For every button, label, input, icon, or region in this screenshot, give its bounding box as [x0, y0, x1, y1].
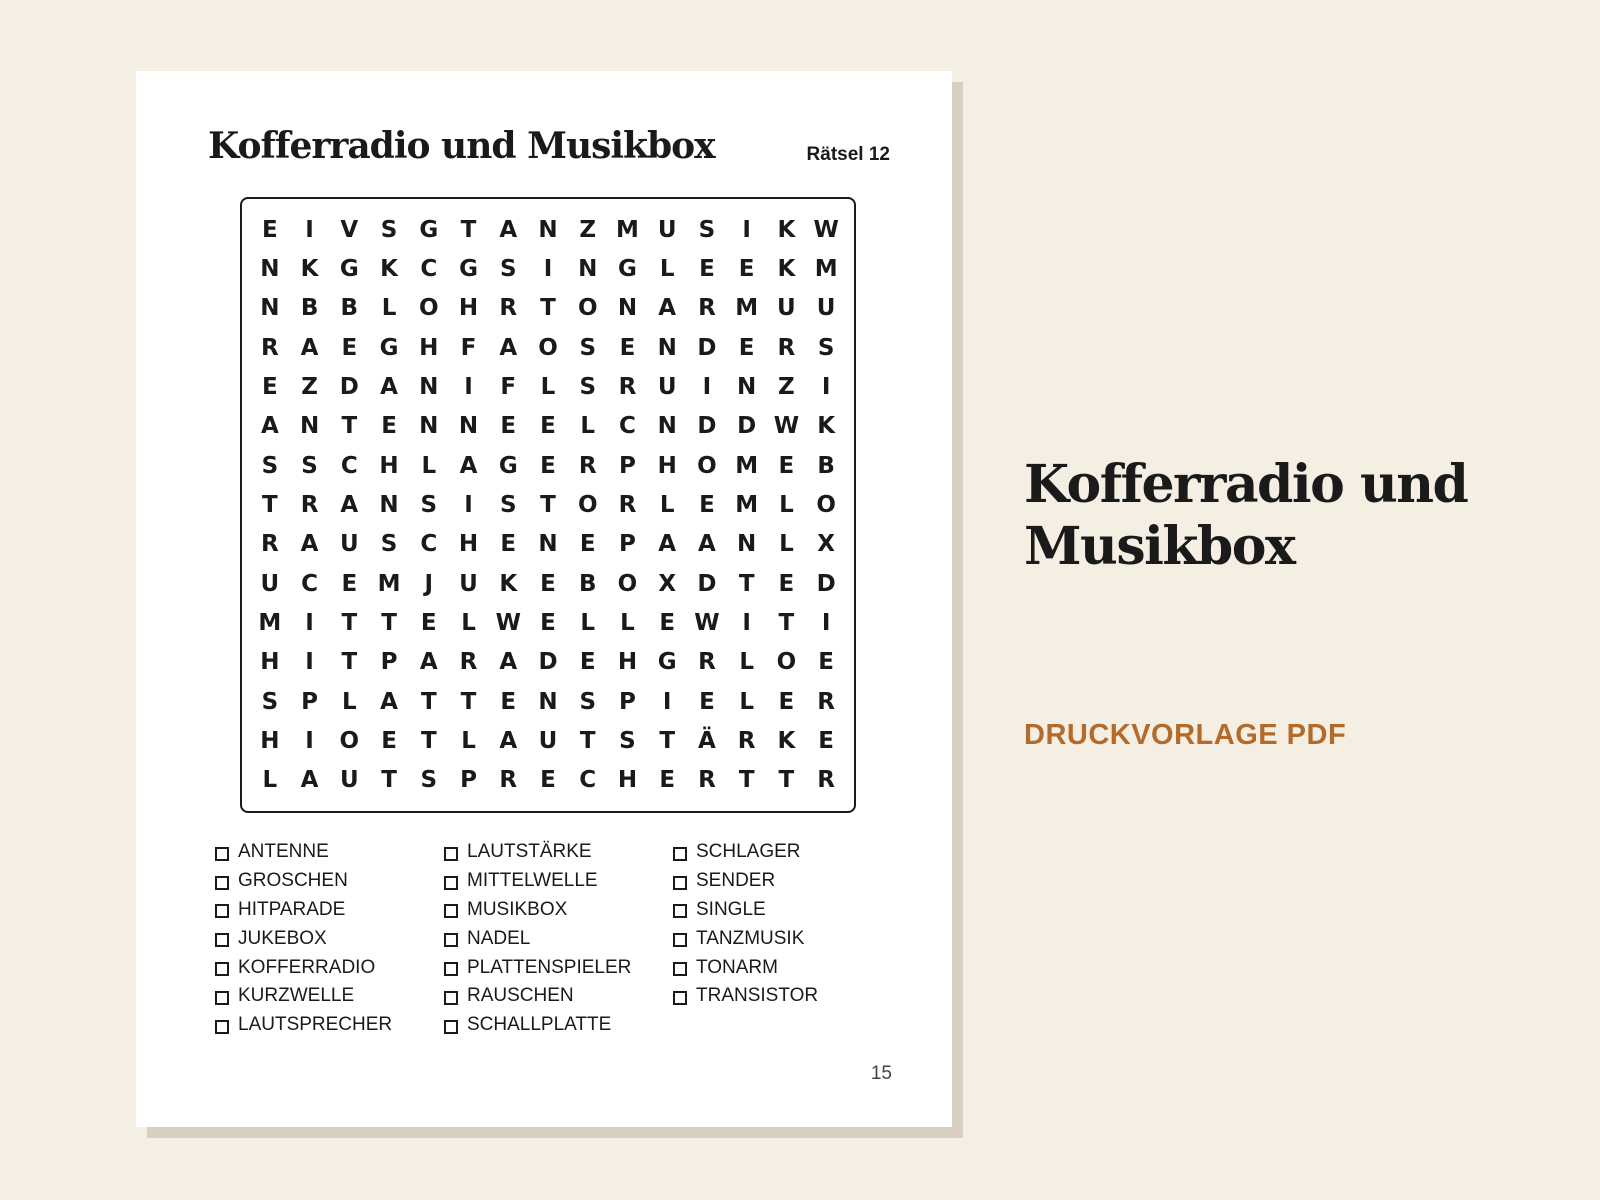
grid-letter[interactable]: S — [420, 767, 438, 794]
grid-letter[interactable]: M — [735, 491, 759, 518]
grid-letter[interactable]: A — [698, 531, 716, 558]
grid-letter[interactable]: H — [419, 334, 439, 361]
word-label: KURZWELLE — [238, 985, 355, 1007]
checkbox-icon[interactable] — [215, 962, 229, 976]
grid-letter[interactable]: T — [460, 216, 477, 243]
grid-letter[interactable]: A — [499, 334, 518, 361]
grid-letter[interactable]: X — [817, 531, 835, 558]
word-list-column — [215, 838, 444, 1040]
grid-letter[interactable]: N — [657, 413, 677, 440]
page-number: 15 — [870, 1063, 892, 1084]
word-list-item[interactable] — [215, 982, 444, 1011]
grid-letter[interactable]: T — [460, 688, 477, 715]
grid-letter[interactable]: U — [777, 295, 796, 322]
grid-letter[interactable]: O — [339, 727, 360, 754]
word-list-item[interactable] — [673, 953, 875, 982]
grid-letter[interactable]: W — [773, 413, 800, 440]
grid-letter[interactable]: A — [300, 334, 319, 361]
grid-letter[interactable]: W — [694, 609, 720, 636]
product-title: Kofferradio und Musikbox — [1024, 454, 1468, 577]
word-list-item[interactable] — [215, 896, 444, 925]
word-list-column — [444, 838, 673, 1040]
grid-letter[interactable]: R — [618, 373, 637, 400]
word-label: SENDER — [696, 870, 776, 892]
grid-letter[interactable]: B — [578, 570, 597, 597]
word-list-column — [673, 838, 875, 1040]
word-label: TRANSISTOR — [696, 985, 819, 1007]
grid-letter[interactable]: Z — [301, 373, 318, 400]
word-list-item[interactable] — [444, 896, 673, 925]
grid-letter[interactable]: T — [540, 295, 556, 322]
grid-letter[interactable]: E — [381, 413, 397, 440]
grid-letter[interactable]: E — [738, 255, 755, 282]
grid-letter[interactable]: T — [778, 767, 795, 794]
grid-letter[interactable]: E — [540, 570, 556, 597]
grid-letter[interactable]: E — [818, 649, 834, 676]
grid-letter[interactable]: A — [300, 531, 319, 558]
checkbox-icon[interactable] — [673, 904, 687, 918]
grid-letter[interactable]: A — [380, 373, 398, 400]
grid-letter[interactable]: G — [339, 255, 359, 282]
grid-letter[interactable]: K — [499, 570, 518, 597]
grid-letter[interactable]: R — [618, 491, 637, 518]
word-list-item[interactable] — [673, 982, 875, 1011]
grid-letter[interactable]: C — [420, 255, 438, 282]
grid-letter[interactable]: A — [499, 649, 518, 676]
grid-letter[interactable]: D — [697, 570, 717, 597]
grid-letter[interactable]: S — [817, 334, 835, 361]
grid-letter[interactable]: I — [821, 373, 831, 400]
grid-letter[interactable]: J — [424, 570, 434, 597]
grid-letter[interactable]: S — [698, 216, 716, 243]
grid-letter[interactable]: H — [260, 727, 280, 754]
grid-letter[interactable]: P — [619, 688, 636, 715]
grid-letter[interactable]: E — [579, 531, 596, 558]
grid-letter[interactable]: D — [737, 413, 757, 440]
word-list-item[interactable] — [673, 867, 875, 896]
grid-letter[interactable]: E — [699, 255, 715, 282]
grid-letter[interactable]: I — [305, 649, 314, 676]
checkbox-icon[interactable] — [444, 933, 458, 947]
grid-letter[interactable]: L — [540, 373, 556, 400]
grid-letter[interactable]: N — [737, 373, 757, 400]
grid-letter[interactable]: B — [340, 295, 359, 322]
grid-letter[interactable]: H — [379, 452, 399, 479]
word-label: MITTELWELLE — [467, 870, 598, 892]
grid-letter[interactable]: G — [618, 255, 637, 282]
grid-letter[interactable]: U — [339, 767, 359, 794]
grid-letter[interactable]: M — [258, 609, 282, 636]
grid-letter[interactable]: L — [659, 255, 675, 282]
grid-letter[interactable]: K — [380, 255, 398, 282]
grid-letter[interactable]: S — [380, 216, 398, 243]
grid-letter[interactable]: E — [341, 570, 358, 597]
word-label: LAUTSPRECHER — [238, 1014, 393, 1036]
grid-letter[interactable]: L — [381, 295, 397, 322]
word-label: NADEL — [467, 927, 531, 949]
grid-letter[interactable]: G — [657, 649, 677, 676]
grid-letter[interactable]: U — [459, 570, 478, 597]
grid-letter[interactable]: Ä — [698, 727, 716, 754]
grid-letter[interactable]: R — [698, 295, 716, 322]
grid-letter[interactable]: N — [260, 295, 280, 322]
checkbox-icon[interactable] — [444, 904, 458, 918]
grid-letter[interactable]: L — [739, 649, 754, 676]
checkbox-icon[interactable] — [673, 847, 687, 861]
grid-letter[interactable]: V — [340, 216, 359, 243]
grid-letter[interactable]: E — [500, 531, 517, 558]
grid-letter[interactable]: M — [616, 216, 639, 243]
grid-letter[interactable]: C — [340, 452, 358, 479]
grid-letter[interactable]: R — [817, 688, 835, 715]
grid-letter[interactable]: R — [698, 767, 716, 794]
grid-letter[interactable]: G — [419, 216, 439, 243]
word-list-item[interactable] — [444, 867, 673, 896]
grid-letter[interactable]: E — [381, 727, 397, 754]
grid-letter[interactable]: K — [777, 255, 796, 282]
word-label: HITPARADE — [238, 898, 346, 920]
grid-letter[interactable]: C — [301, 570, 319, 597]
grid-letter[interactable]: G — [379, 334, 399, 361]
grid-letter[interactable]: R — [300, 491, 319, 518]
checkbox-icon[interactable] — [673, 962, 687, 976]
grid-letter[interactable]: H — [617, 767, 638, 794]
grid-letter[interactable]: M — [735, 452, 759, 479]
grid-letter[interactable]: P — [380, 649, 398, 676]
grid-letter[interactable]: T — [659, 727, 676, 754]
grid-letter[interactable]: T — [381, 767, 397, 794]
checkbox-icon[interactable] — [215, 904, 229, 918]
grid-letter[interactable]: D — [538, 649, 558, 676]
grid-letter[interactable]: K — [777, 216, 796, 243]
grid-letter[interactable]: S — [380, 531, 398, 558]
grid-letter[interactable]: N — [379, 491, 399, 518]
grid-letter[interactable]: N — [538, 688, 558, 715]
grid-letter[interactable]: E — [659, 609, 676, 636]
checkbox-icon[interactable] — [673, 933, 687, 947]
grid-letter[interactable]: E — [659, 767, 676, 794]
grid-letter[interactable]: D — [816, 570, 836, 597]
grid-letter[interactable]: O — [538, 334, 558, 361]
grid-letter[interactable]: N — [578, 255, 598, 282]
grid-letter[interactable]: T — [420, 727, 437, 754]
grid-letter[interactable]: E — [540, 767, 556, 794]
grid-letter[interactable]: N — [260, 255, 280, 282]
word-label: LAUTSTÄRKE — [467, 841, 592, 863]
grid-letter[interactable]: L — [461, 609, 476, 636]
grid-letter[interactable]: E — [778, 570, 795, 597]
word-list-item[interactable] — [215, 1011, 444, 1040]
grid-letter[interactable]: N — [419, 373, 439, 400]
grid-letter[interactable]: H — [458, 531, 479, 558]
word-list-item[interactable] — [673, 896, 875, 925]
grid-letter[interactable]: I — [742, 216, 751, 243]
grid-letter[interactable]: P — [460, 767, 477, 794]
grid-letter[interactable]: T — [381, 609, 397, 636]
grid-letter[interactable]: Z — [778, 373, 795, 400]
grid-letter[interactable]: I — [305, 727, 314, 754]
grid-letter[interactable]: E — [778, 688, 795, 715]
grid-letter[interactable]: M — [735, 295, 759, 322]
grid-letter[interactable]: I — [543, 255, 553, 282]
grid-letter[interactable]: I — [305, 609, 314, 636]
grid-letter[interactable]: S — [499, 255, 517, 282]
grid-letter[interactable]: L — [580, 609, 596, 636]
grid-letter[interactable]: E — [818, 727, 834, 754]
grid-letter[interactable]: B — [817, 452, 835, 479]
grid-letter[interactable]: I — [821, 609, 831, 636]
grid-letter[interactable]: S — [261, 688, 279, 715]
grid-letter[interactable]: M — [814, 255, 838, 282]
word-label: PLATTENSPIELER — [467, 956, 632, 978]
word-label: SCHALLPLATTE — [467, 1014, 612, 1036]
word-list-item[interactable] — [444, 1011, 673, 1040]
grid-letter[interactable]: S — [579, 688, 597, 715]
grid-letter[interactable]: H — [617, 649, 638, 676]
grid-letter[interactable]: T — [540, 491, 556, 518]
grid-letter[interactable]: L — [620, 609, 635, 636]
grid-letter[interactable]: O — [577, 491, 598, 518]
puzzle-page — [136, 71, 952, 1127]
grid-letter[interactable]: H — [657, 452, 677, 479]
checkbox-icon[interactable] — [215, 1020, 229, 1034]
word-label: GROSCHEN — [238, 870, 348, 892]
grid-letter[interactable]: R — [499, 295, 518, 322]
grid-letter[interactable]: U — [260, 570, 280, 597]
grid-letter[interactable]: H — [458, 295, 479, 322]
grid-letter[interactable]: A — [380, 688, 398, 715]
grid-letter[interactable]: N — [657, 334, 677, 361]
word-list-item[interactable] — [215, 953, 444, 982]
grid-letter[interactable]: R — [261, 334, 279, 361]
grid-letter[interactable]: L — [580, 413, 596, 440]
grid-letter[interactable]: C — [579, 767, 597, 794]
checkbox-icon[interactable] — [215, 991, 229, 1005]
grid-letter[interactable]: I — [662, 688, 672, 715]
grid-letter[interactable]: S — [619, 727, 636, 754]
grid-letter[interactable]: L — [262, 767, 278, 794]
grid-letter[interactable]: N — [419, 413, 439, 440]
puzzle-number-label: Rätsel 12 — [806, 144, 890, 165]
product-subtitle: DRUCKVORLAGE PDF — [1024, 719, 1347, 751]
grid-letter[interactable]: G — [498, 452, 518, 479]
grid-letter[interactable]: A — [499, 216, 518, 243]
word-list — [215, 838, 875, 1040]
grid-letter[interactable]: P — [619, 531, 636, 558]
grid-letter[interactable]: T — [579, 727, 596, 754]
word-label: MUSIKBOX — [467, 898, 568, 920]
grid-letter[interactable]: I — [305, 216, 314, 243]
word-list-item[interactable] — [444, 953, 673, 982]
grid-letter[interactable]: D — [339, 373, 359, 400]
word-label: SINGLE — [696, 898, 766, 920]
checkbox-icon[interactable] — [673, 876, 687, 890]
word-list-item[interactable] — [215, 867, 444, 896]
grid-letter[interactable]: R — [698, 649, 716, 676]
grid-letter[interactable]: E — [540, 609, 556, 636]
grid-letter[interactable]: E — [500, 688, 517, 715]
grid-letter[interactable]: E — [262, 373, 278, 400]
checkbox-icon[interactable] — [215, 847, 229, 861]
grid-letter[interactable]: T — [341, 413, 358, 440]
grid-letter[interactable]: S — [261, 452, 279, 479]
grid-letter[interactable]: A — [459, 452, 478, 479]
grid-letter[interactable]: A — [419, 649, 438, 676]
grid-letter[interactable]: O — [617, 570, 638, 597]
grid-letter[interactable]: L — [461, 727, 476, 754]
grid-letter[interactable]: E — [619, 334, 636, 361]
grid-letter[interactable]: S — [499, 491, 517, 518]
grid-letter[interactable]: O — [577, 295, 598, 322]
word-list-item[interactable] — [215, 924, 444, 953]
grid-letter[interactable]: T — [341, 609, 358, 636]
grid-letter[interactable]: O — [776, 649, 797, 676]
checkbox-icon[interactable] — [444, 876, 458, 890]
grid-letter[interactable]: U — [816, 295, 836, 322]
checkbox-icon[interactable] — [444, 847, 458, 861]
grid-letter[interactable]: T — [738, 570, 755, 597]
grid-letter[interactable]: E — [262, 216, 278, 243]
grid-letter[interactable]: N — [538, 216, 558, 243]
grid-letter[interactable]: R — [459, 649, 478, 676]
grid-letter[interactable]: E — [500, 413, 517, 440]
grid-letter[interactable]: C — [619, 413, 636, 440]
grid-letter[interactable]: W — [495, 609, 521, 636]
grid-letter[interactable]: E — [699, 491, 715, 518]
grid-letter[interactable]: R — [578, 452, 597, 479]
grid-letter[interactable]: F — [500, 373, 517, 400]
grid-letter[interactable]: P — [619, 452, 636, 479]
grid-letter[interactable]: Z — [579, 216, 597, 243]
grid-letter[interactable]: I — [702, 373, 712, 400]
checkbox-icon[interactable] — [444, 1020, 458, 1034]
word-label: RAUSCHEN — [467, 985, 574, 1007]
grid-letter[interactable]: T — [738, 767, 755, 794]
grid-letter[interactable]: N — [737, 531, 757, 558]
grid-letter[interactable]: R — [499, 767, 518, 794]
grid-letter[interactable]: D — [697, 413, 717, 440]
word-list-item[interactable] — [673, 838, 875, 867]
grid-letter[interactable]: N — [299, 413, 320, 440]
word-list-item[interactable] — [215, 838, 444, 867]
grid-letter[interactable]: L — [659, 491, 675, 518]
grid-letter[interactable]: I — [464, 491, 473, 518]
grid-letter[interactable]: I — [742, 609, 751, 636]
grid-letter[interactable]: L — [341, 688, 357, 715]
grid-letter[interactable]: A — [300, 767, 319, 794]
grid-letter[interactable]: L — [779, 531, 794, 558]
grid-letter[interactable]: L — [739, 688, 754, 715]
grid-letter[interactable]: N — [538, 531, 558, 558]
checkbox-icon[interactable] — [673, 991, 687, 1005]
grid-letter[interactable]: U — [538, 727, 558, 754]
word-label: TANZMUSIK — [696, 927, 805, 949]
grid-letter[interactable]: H — [260, 649, 280, 676]
grid-letter[interactable]: K — [777, 727, 796, 754]
grid-letter[interactable]: U — [657, 216, 677, 243]
grid-letter[interactable]: T — [341, 649, 358, 676]
word-label: KOFFERRADIO — [238, 956, 376, 978]
grid-letter[interactable]: R — [817, 767, 835, 794]
checkbox-icon[interactable] — [215, 876, 229, 890]
grid-letter[interactable]: N — [458, 413, 479, 440]
grid-letter[interactable]: A — [499, 727, 518, 754]
grid-letter[interactable]: L — [421, 452, 437, 479]
grid-letter[interactable]: A — [658, 295, 677, 322]
grid-letter[interactable]: S — [301, 452, 318, 479]
grid-letter[interactable]: D — [697, 334, 717, 361]
grid-letter[interactable]: X — [658, 570, 677, 597]
checkbox-icon[interactable] — [444, 991, 458, 1005]
grid-letter[interactable]: O — [816, 491, 836, 518]
grid-letter[interactable]: G — [459, 255, 478, 282]
grid-letter[interactable]: K — [300, 255, 319, 282]
grid-letter[interactable]: E — [579, 649, 596, 676]
grid-letter[interactable]: E — [420, 609, 437, 636]
grid-letter[interactable]: T — [778, 609, 795, 636]
word-label: JUKEBOX — [238, 927, 327, 949]
grid-letter[interactable]: K — [817, 413, 836, 440]
word-label: ANTENNE — [238, 841, 329, 863]
grid-letter[interactable]: S — [420, 491, 438, 518]
grid-letter[interactable]: R — [737, 727, 756, 754]
grid-letter[interactable]: A — [260, 413, 279, 440]
grid-letter[interactable]: O — [419, 295, 439, 322]
word-search-grid — [240, 197, 856, 813]
grid-letter[interactable]: T — [420, 688, 437, 715]
grid-letter[interactable]: A — [658, 531, 677, 558]
grid-letter[interactable]: U — [657, 373, 677, 400]
grid-letter[interactable]: I — [464, 373, 473, 400]
grid-letter[interactable]: R — [261, 531, 279, 558]
word-list-item[interactable] — [444, 838, 673, 867]
word-list-item[interactable] — [444, 924, 673, 953]
grid-letter[interactable]: F — [460, 334, 477, 361]
word-list-item[interactable] — [444, 982, 673, 1011]
grid-letter[interactable]: E — [540, 452, 556, 479]
grid-letter[interactable]: M — [377, 570, 401, 597]
checkbox-icon[interactable] — [215, 933, 229, 947]
page-title: Kofferradio und Musikbox — [208, 125, 715, 167]
word-label: TONARM — [696, 956, 778, 978]
grid-letter[interactable]: N — [617, 295, 638, 322]
grid-letter[interactable]: E — [699, 688, 715, 715]
grid-letter[interactable]: W — [813, 216, 839, 243]
checkbox-icon[interactable] — [444, 962, 458, 976]
grid-letter[interactable]: E — [341, 334, 358, 361]
grid-letter[interactable]: S — [579, 373, 597, 400]
grid-letter[interactable]: T — [262, 491, 278, 518]
grid-letter[interactable]: E — [778, 452, 795, 479]
grid-letter[interactable]: R — [777, 334, 796, 361]
grid-letter[interactable]: E — [738, 334, 755, 361]
word-label: SCHLAGER — [696, 841, 801, 863]
grid-letter[interactable]: B — [300, 295, 319, 322]
grid-letter[interactable]: L — [779, 491, 794, 518]
grid-letter[interactable]: S — [579, 334, 597, 361]
grid-letter[interactable]: C — [420, 531, 438, 558]
grid-letter[interactable]: P — [301, 688, 319, 715]
grid-letter[interactable]: A — [340, 491, 359, 518]
grid-letter[interactable]: O — [697, 452, 717, 479]
word-list-item[interactable] — [673, 924, 875, 953]
grid-letter[interactable]: E — [540, 413, 556, 440]
grid-letter[interactable]: U — [339, 531, 359, 558]
